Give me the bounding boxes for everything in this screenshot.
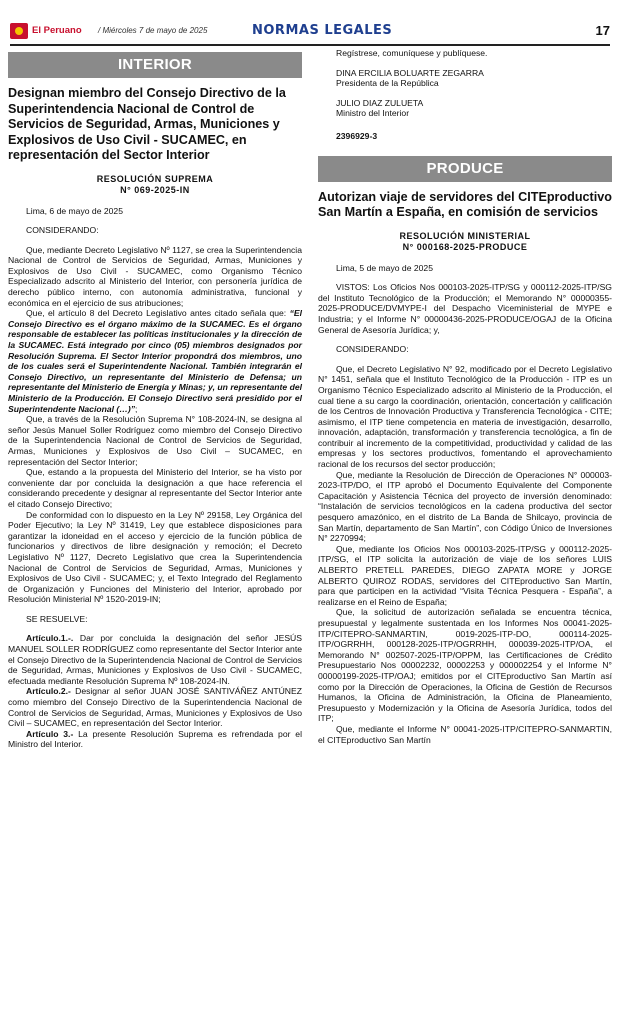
article-text: Dar por concluida la designación del señor JESÚS MANUEL SOLLER RODRÍGUEZ como representante del Sector Interior ante el Consejo Directivo de la Superintendencia Nacional de Control de Servicios de Seguridad, Armas, Municiones y Explosivos de Uso Civil - SUCAMEC, efectuada mediante Resolución Suprema Nº 108-2024-IN.	[8, 633, 302, 686]
article-label: Artículo.1.-.	[26, 633, 74, 644]
closing-line: Regístrese, comuníquese y publíquese.	[336, 48, 488, 58]
article-headline: Autorizan viaje de servidores del CITEproductivo San Martín a España, en comisión de servicios	[318, 189, 612, 220]
article-2	[8, 686, 302, 728]
paragraph-text: Que, el artículo 8 del Decreto Legislativo antes citado señala que:	[26, 308, 290, 319]
paragraph: Que, mediante el Informe N° 00041-2025-ITP/CITEPRO-SANMARTIN, el CITEproductivo San Martín	[318, 723, 612, 745]
article-1	[8, 633, 302, 686]
paragraph: Que, mediante los Oficios Nos 000103-2025-ITP/SG y 000112-2025-ITP/SG, el ITP solicita la autorización de viaje de los señores LUIS ALBERTO PRETELL PAREDES, DIEGO ZAPATA MORE y JORGE ALBERTO QUIROZ RODAS, servidores del CITEproductivo San Martín, para que participen en la actividad “Visita Técnica Pesquera - España”, a realizarse en el Reino de España;	[318, 543, 612, 607]
paragraph-text: ;	[135, 403, 138, 414]
resolution-heading	[318, 231, 612, 253]
page-number: 17	[595, 23, 610, 38]
place-date: Lima, 5 de mayo de 2025	[336, 262, 433, 273]
article-text: Designar al señor JUAN JOSÉ SANTIVÁÑEZ ANTÚNEZ como miembro del Consejo Directivo de la Superintendencia Nacional de Control de Servicios de Seguridad, Armas, Municiones y Explosivos de Uso Civil – SUCAMEC, en representación del Sector Interior.	[8, 686, 302, 729]
article-label: Artículo.2.-	[26, 686, 71, 697]
paragraph: De conformidad con lo dispuesto en la Ley Nº 29158, Ley Orgánica del Poder Ejecutivo; la Ley Nº 31419, Ley que establece disposiciones para garantizar la idoneidad en el acceso y ejercicio de la función pública de funcionarios y directivos de libre designación y remoción; el Decreto Legislativo Nº 1127, Decreto Legislativo que crea la Superintendencia Nacional de Control de Servicios de Seguridad, Armas, Municiones y Explosivos de Uso Civil - SUCAMEC; y, el Texto Integrado del Reglamento de Organización y Funciones del Ministerio del Interior, aprobado por Resolución Ministerial Nº 1520-2019-IN;	[8, 509, 302, 605]
signatory-role: Ministro del Interior	[336, 108, 410, 119]
paragraph: Que, el Decreto Legislativo N° 92, modificado por el Decreto Legislativo N° 1451, señala que el Instituto Tecnológico de la Producción - ITP es un Organismo Técnico Especializado adscrito al Ministerio de la Producción, el cual tiene a su cargo la coordinación, orientación, concertación y calificación de los Centros de Innovación Productiva y Transferencia Tecnológica - CITE; asimismo, el ITP tiene competencia en materia de investigación, desarrollo, innovación, adaptación, transformación y transferencia tecnológica, a fin de contribuir al incremento de la competitividad, productividad y calidad de las empresas y los sectores productivos, fomentando el aprovechamiento racional de los recursos del sector producción;	[318, 363, 612, 470]
paragraph: Que, mediante Decreto Legislativo Nº 1127, se crea la Superintendencia Nacional de Control de Servicios de Seguridad, Armas, Municiones y Explosivos de Uso Civil - SUCAMEC, como Organismo Técnico Especializado adscrito al Ministerio del Interior, con personería jurídica de derecho público interno, con autonomía administrativa, funcional y económica en el ejercicio de sus atribuciones;	[8, 244, 302, 308]
section-title: NORMAS LEGALES	[252, 23, 393, 38]
publication-name: El Peruano	[32, 25, 82, 36]
paragraph: Que, mediante la Resolución de Dirección de Operaciones N° 000003-2023-ITP/DO, el ITP aprobó el Documento Equivalente del Componente Capacitación y Asistencia Técnica del proyecto de inversión denominado: “Instalación de servicios tecnológicos en la cadena productiva del sector pesquero amazónico, en el distrito de La Banda de Shilcayo, provincia de San Martín, departamento de San Martín”, con Código Único de Inversiones N° 2270994;	[318, 469, 612, 544]
el-peruano-logo-icon	[10, 23, 28, 39]
article-label: Artículo 3.-	[26, 728, 74, 739]
resolution-number: N° 069-2025-IN	[120, 184, 190, 195]
signatory-role: Presidenta de la República	[336, 78, 439, 89]
considerando-heading: CONSIDERANDO:	[336, 344, 409, 355]
right-column	[318, 48, 612, 745]
resolution-type: RESOLUCIÓN SUPREMA	[96, 173, 214, 184]
signature-block	[318, 48, 612, 142]
vistos-paragraph: VISTOS: Los Oficios Nos 000103-2025-ITP/SG y 000112-2025-ITP/SG del Instituto Tecnológico de la Producción; el Memorando N° 00000355-2025-PRODUCE/DVMYPE-I del Despacho Viceministerial de MYPE e Industria; y el Informe N° 00000436-2025-PRODUCE/OGAJ de la Oficina General de Asesoría Jurídica; y,	[318, 282, 612, 335]
section-banner-produce: PRODUCE	[318, 156, 612, 182]
issue-date: / Miércoles 7 de mayo de 2025	[98, 26, 208, 35]
paragraph: Que, estando a la propuesta del Ministerio del Interior, se ha visto por conveniente dar por concluida la designación a que hace referencia el considerando precedente y designar al representante del Sector Interior ante el citado Consejo Directivo;	[8, 467, 302, 509]
page-header	[10, 22, 610, 46]
resuelve-heading: SE RESUELVE:	[26, 613, 88, 624]
resolution-heading	[8, 174, 302, 196]
paragraph: Que, a través de la Resolución Suprema N° 108-2024-IN, se designa al señor Jesús Manuel Soller Rodríguez como miembro del Consejo Directivo de la Superintendencia Nacional de Control de Servicios de Seguridad, Armas, Municiones y Explosivos de Uso Civil – SUCAMEC, en representación del Sector Interior;	[8, 414, 302, 467]
signatory-name: JULIO DIAZ ZULUETA	[336, 97, 424, 108]
paragraph	[8, 308, 302, 414]
publication-code: 2396929-3	[336, 130, 378, 141]
left-column	[8, 52, 302, 750]
signatory-name: DINA ERCILIA BOLUARTE ZEGARRA	[336, 67, 484, 78]
article-headline: Designan miembro del Consejo Directivo de la Superintendencia Nacional de Control de Servicios de Seguridad, Armas, Municiones y Explosivos de Uso Civil - SUCAMEC, en representación del Sector Interior	[8, 86, 286, 162]
resolution-type: RESOLUCIÓN MINISTERIAL	[399, 230, 531, 241]
section-banner-interior: INTERIOR	[8, 52, 302, 78]
article-text: La presente Resolución Suprema es refrendada por el Ministro del Interior.	[8, 728, 302, 750]
place-date: Lima, 6 de mayo de 2025	[26, 205, 123, 216]
quoted-text: “El Consejo Directivo es el órgano máximo de la SUCAMEC. Es el órgano responsable de establecer las políticas institucionales y la dirección de la SUCAMEC. Está integrado por cinco (05) miembros designados por Resolución Suprema. El Sector Interior propondrá dos miembros, uno de los cuales será el Superintendente Nacional. También integrarán el Consejo Directivo, un representante del Ministerio de Defensa; un representante del Ministerio de Energía y Minas; y, un representante del Ministerio de la Producción. El Consejo Directivo será presidido por el Superintendente Nacional (…)”	[8, 308, 302, 414]
resolution-number: N° 000168-2025-PRODUCE	[402, 241, 528, 252]
considerando-heading: CONSIDERANDO:	[26, 225, 99, 236]
paragraph: Que, la solicitud de autorización señalada se encuentra técnica, presupuestal y legalmente sustentada en los Informes Nos 00041-2025-ITP/CITEPRO-SANMARTIN, 0019-2025-ITP-DO, 000114-2025-ITP/OGRRHH, 000128-2025-ITP/OGRRHH, 000039-2025-ITP/OA, el Memorando N° 002507-2025-ITP/OPPM, las Certificaciones de Crédito Presupuestario Nos 00002232, 00002253 y 000002254 y el Informe N° 00000199-2025-ITP/OAJ; emitidos por el CITEproductivo San Martín así como por la Dirección de Operaciones, la Oficina de Gestión de Recursos Humanos, la Oficina de Administración, la Oficina de Planeamiento, Presupuesto y Modernización y la Oficina de Asesoría Jurídica, todos del ITP;	[318, 607, 612, 724]
article-3	[8, 729, 302, 750]
